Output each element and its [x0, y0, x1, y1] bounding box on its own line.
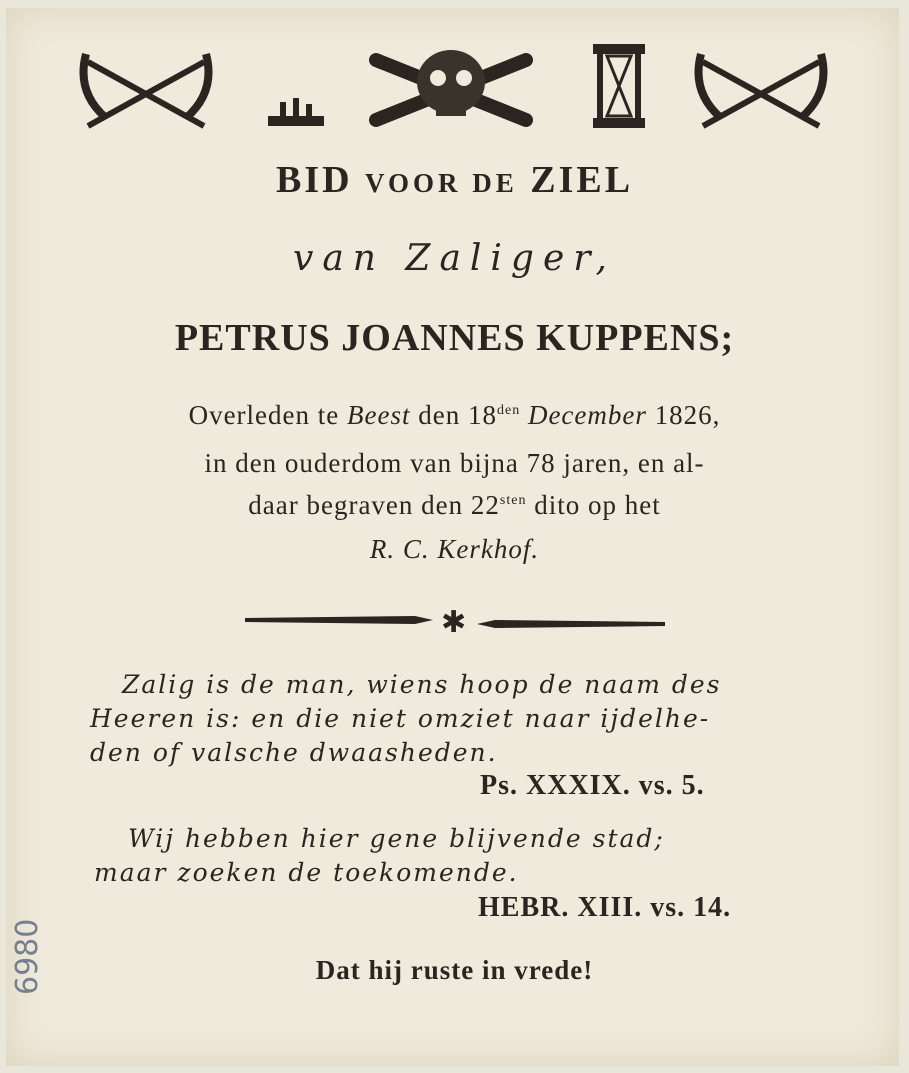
heading-word-ziel: ZIEL — [530, 159, 634, 201]
skull-and-crossbones-icon — [366, 40, 536, 135]
notice-superscript: sten — [499, 493, 527, 508]
quote2-reference: HEBR. XIII. vs. 14. — [478, 892, 732, 923]
quote1-line2: Heeren is: en die niet omziet naar ijdelhe- — [90, 704, 711, 733]
hourglass-base-icon — [266, 94, 326, 128]
asterisk-icon: ✱ — [441, 605, 467, 638]
quote2-line2: maar zoeken de toekomende. — [94, 858, 519, 887]
notice-text: den 18 — [410, 400, 497, 430]
heading-van-zaliger: van Zaliger, — [293, 238, 616, 279]
archive-number: 6980 — [10, 918, 45, 995]
closing-prayer: Dat hij ruste in vrede! — [315, 955, 594, 985]
notice-text: daar begraven den 22 — [248, 490, 500, 520]
notice-line-1 — [0, 400, 909, 431]
notice-year: 1826, — [646, 400, 721, 430]
quote1-line3: den of valsche dwaasheden. — [90, 738, 498, 767]
ornament-row — [66, 36, 846, 136]
quote2-line1: Wij hebben hier gene blijvende stad; — [128, 824, 665, 853]
crossed-scythes-icon — [76, 42, 216, 132]
notice-text: dito op het — [526, 490, 661, 520]
ornamental-divider — [245, 602, 665, 638]
heading-word-bid: BID — [275, 159, 353, 201]
notice-line-2: in den ouderdom van bijna 78 jaren, en al- — [204, 448, 705, 478]
heading-pray-for-soul — [0, 158, 909, 202]
notice-line-4: R. C. Kerkhof. — [369, 534, 540, 564]
notice-superscript: den — [496, 403, 521, 418]
notice-line-3 — [0, 490, 909, 521]
notice-place: Beest — [347, 400, 411, 430]
hourglass-icon — [591, 42, 647, 130]
quote1-line1: Zalig is de man, wiens hoop de naam des — [122, 670, 722, 699]
notice-text: Overleden te — [188, 400, 348, 430]
deceased-name: PETRUS JOANNES KUPPENS; — [174, 317, 735, 359]
notice-month: December — [520, 400, 647, 430]
crossed-scythes-right-icon — [691, 42, 831, 132]
quote1-reference: Ps. XXXIX. vs. 5. — [480, 770, 705, 801]
heading-words-voor-de: VOOR DE — [365, 168, 518, 198]
